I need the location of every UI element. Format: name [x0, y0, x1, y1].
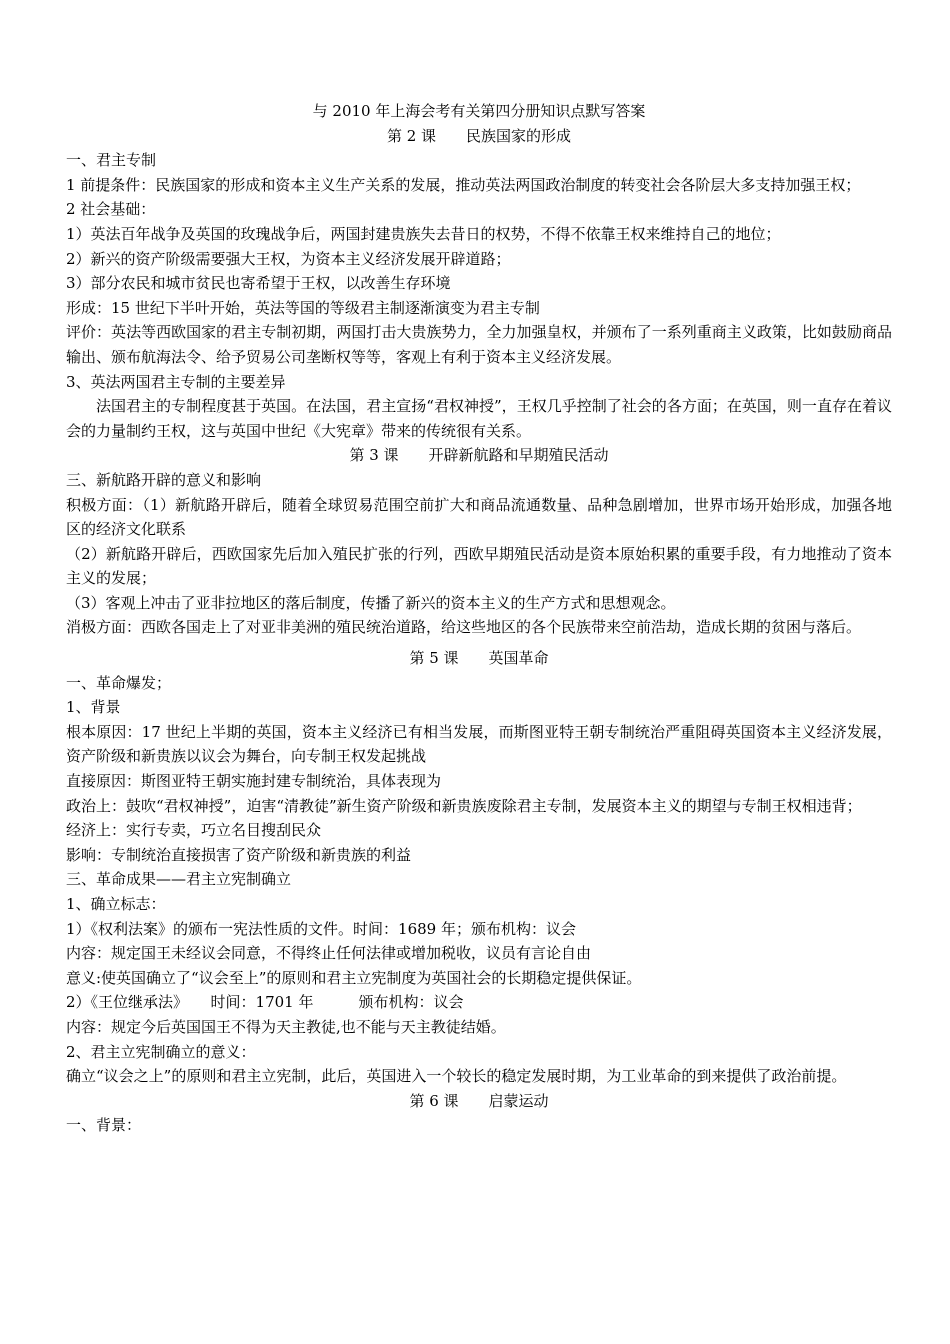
- text-line: 3）部分农民和城市贫民也寄希望于王权，以改善生存环境: [66, 274, 451, 293]
- lesson-heading: 第 3 课 开辟新航路和早期殖民活动: [349, 446, 609, 465]
- text-line: 1）《权利法案》的颁布一宪法性质的文件。时间：1689 年；颁布机构：议会: [66, 919, 576, 938]
- text-line: 一、君主专制: [66, 151, 157, 170]
- document-title: 与 2010 年上海会考有关第四分册知识点默写答案: [312, 102, 646, 120]
- text-line: 一、背景：: [66, 1116, 142, 1135]
- text-line: 1）英法百年战争及英国的玫瑰战争后，两国封建贵族失去昔日的权势，不得不依靠王权来维持自己的地位；: [66, 224, 781, 243]
- text-line: 1 前提条件：民族国家的形成和资本主义生产关系的发展，推动英法两国政治制度的转变社会各阶层大多支持加强王权；: [66, 175, 861, 194]
- text-line: 1、背景: [66, 698, 121, 717]
- lesson-heading: 第 5 课 英国革命: [409, 649, 549, 668]
- text-line: 根本原因：17 世纪上半期的英国，资本主义经济已有相当发展，而斯图亚特王朝专制统治严重阻碍英国资本主义经济发展，资产阶级和新贵族以议会为舞台，向专制王权发起挑战: [66, 722, 892, 766]
- text-line: （3）客观上冲击了亚非拉地区的落后制度，传播了新兴的资本主义的生产方式和思想观念。: [66, 593, 676, 612]
- document-body: [66, 124, 892, 1138]
- text-line: 一、革命爆发；: [66, 673, 172, 692]
- text-line: 3、英法两国君主专制的主要差异: [66, 372, 286, 391]
- text-line: 法国君主的专制程度甚于英国。在法国，君主宣扬“君权神授”，王权几乎控制了社会的各方面；在英国，则一直存在着议会的力量制约王权，这与英国中世纪《大宪章》带来的传统很有关系。: [66, 397, 892, 440]
- text-line: 2）新兴的资产阶级需要强大王权，为资本主义经济发展开辟道路；: [66, 249, 511, 268]
- lesson-heading: 第 6 课 启蒙运动: [409, 1091, 549, 1110]
- text-line: 内容：规定国王未经议会同意，不得终止任何法律或增加税收，议员有言论自由: [66, 944, 592, 963]
- text-line: 消极方面：西欧各国走上了对亚非美洲的殖民统治道路，给这些地区的各个民族带来空前浩劫，造成长期的贫困与落后。: [66, 618, 862, 637]
- text-line: 积极方面：（1）新航路开辟后，随着全球贸易范围空前扩大和商品流通数量、品种急剧增加，世界市场开始形成，加强各地区的经济文化联系: [66, 495, 892, 539]
- text-line: 政治上：鼓吹“君权神授”，迫害“清教徒”新生资产阶级和新贵族废除君主专制，发展资本主义的期望与专制王权相违背；: [66, 796, 862, 815]
- text-line: 2）《王位继承法》 时间：1701 年 颁布机构：议会: [66, 993, 464, 1012]
- lesson-heading: 第 2 课 民族国家的形成: [386, 126, 572, 145]
- text-line: 三、革命成果——君主立宪制确立: [66, 870, 292, 889]
- text-line: 影响：专制统治直接损害了资产阶级和新贵族的利益: [66, 845, 412, 864]
- document-page: [66, 99, 892, 1138]
- text-line: 内容：规定今后英国国王不得为天主教徒,也不能与天主教徒结婚。: [66, 1017, 506, 1036]
- text-line: 2 社会基础：: [66, 200, 156, 219]
- text-line: （2）新航路开辟后，西欧国家先后加入殖民扩张的行列，西欧早期殖民活动是资本原始积累的重要手段，有力地推动了资本主义的发展；: [66, 544, 892, 588]
- text-line: 经济上：实行专卖，巧立名目搜刮民众: [66, 821, 322, 840]
- text-line: 三、新航路开辟的意义和影响: [66, 470, 262, 489]
- text-line: 确立“议会之上”的原则和君主立宪制，此后，英国进入一个较长的稳定发展时期，为工业革命的到来提供了政治前提。: [66, 1067, 847, 1086]
- text-line: 评价：英法等西欧国家的君主专制初期，两国打击大贵族势力，全力加强皇权，并颁布了一系列重商主义政策，比如鼓励商品输出、颁布航海法令、给予贸易公司垄断权等等，客观上有利于资本主义经济发展。: [66, 323, 892, 366]
- text-line: 形成：15 世纪下半叶开始，英法等国的等级君主制逐渐演变为君主专制: [66, 298, 540, 317]
- text-line: 1、确立标志：: [66, 895, 166, 913]
- text-line: 直接原因：斯图亚特王朝实施封建专制统治，具体表现为: [66, 772, 442, 791]
- text-line: 2、君主立宪制确立的意义：: [66, 1042, 256, 1061]
- text-line: 意义:使英国确立了“议会至上”的原则和君主立宪制度为英国社会的长期稳定提供保证。: [66, 968, 642, 987]
